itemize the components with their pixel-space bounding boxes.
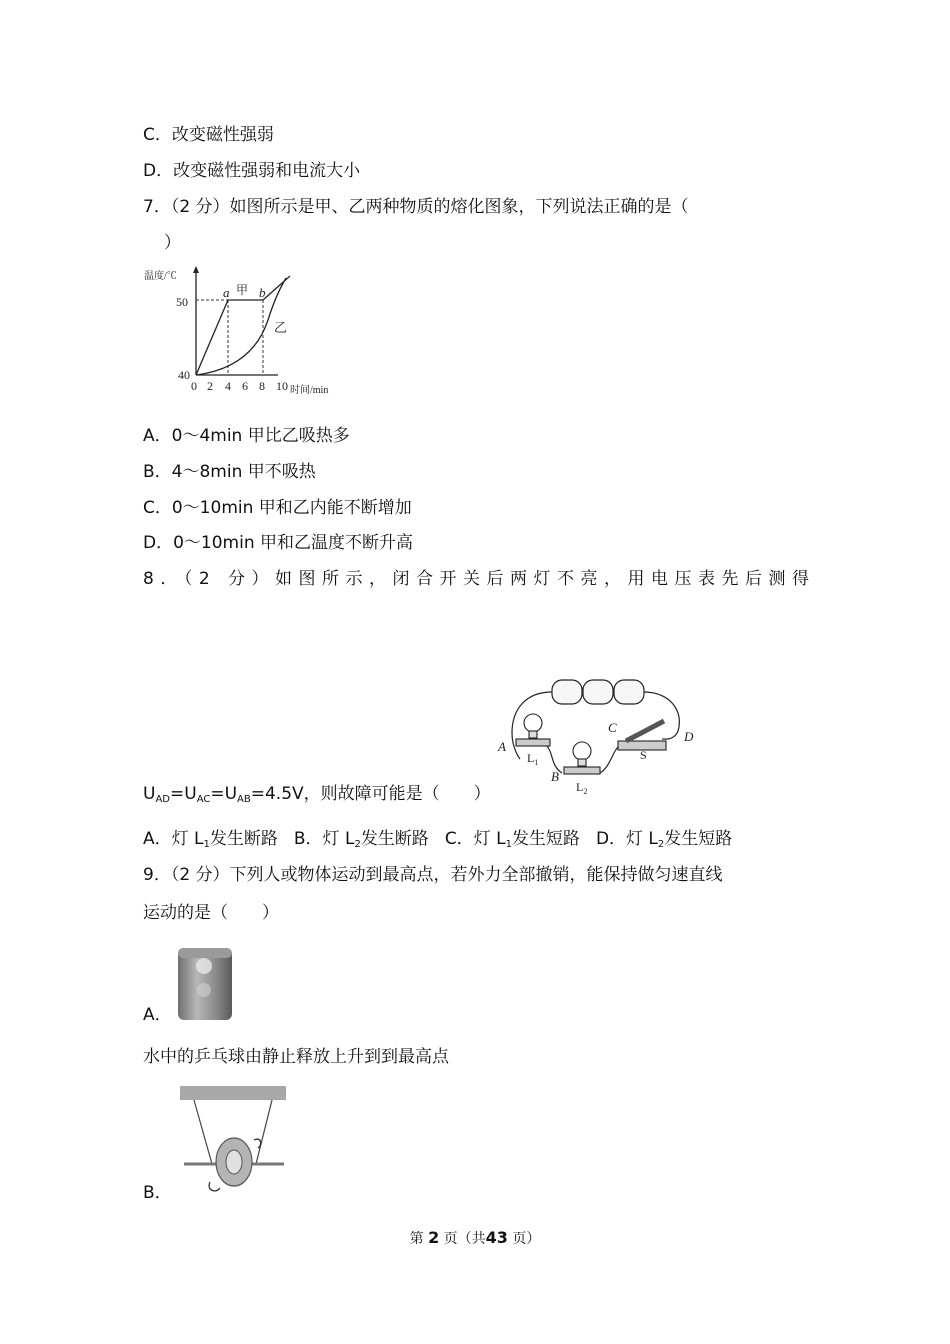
lamp-l2 xyxy=(564,742,600,774)
q9-option-b-label: B． xyxy=(143,1183,172,1203)
q8-option-c: C．灯 $L_1$发生短路 xyxy=(444,829,580,850)
label-a: a xyxy=(223,285,230,300)
lamp-l1 xyxy=(516,714,550,746)
q7-stem-close: ） xyxy=(164,233,181,253)
y-tick-50: 50 xyxy=(176,295,188,309)
q8-eq-sub-ab: AB xyxy=(237,794,251,805)
q8-option-b: B．灯 $L_2$发生断路 xyxy=(293,829,429,850)
q7-option-c: C．0～10min 甲和乙内能不断增加 xyxy=(143,498,412,518)
q8-eq-tail: =4.5V，则故障可能是（ ） xyxy=(250,784,491,804)
label-A: A xyxy=(498,739,506,754)
q8-stem: 8．（2 分）如图所示，闭合开关后两灯不亮，用电压表先后测得 xyxy=(143,569,816,589)
q7-stem: 7．（2 分）如图所示是甲、乙两种物质的熔化图象，下列说法正确的是（ xyxy=(143,197,689,217)
x-axis-label: 时间/min xyxy=(290,385,329,396)
q7-option-a: A．0～4min 甲比乙吸热多 xyxy=(143,426,350,446)
label-B: B xyxy=(551,769,559,784)
x-tick-6: 6 xyxy=(242,379,248,393)
footer-total-pages: 43 xyxy=(485,1228,508,1247)
q9-stem-line1: 9．（2 分）下列人或物体运动到最高点，若外力全部撤销，能保持做匀速直线 xyxy=(143,865,723,885)
x-tick-4: 4 xyxy=(225,379,231,393)
y-axis-label: 温度/℃ xyxy=(144,271,177,282)
footer-page-number: 2 xyxy=(428,1228,440,1247)
battery xyxy=(552,680,644,704)
q7-option-d: D．0～10min 甲和乙温度不断升高 xyxy=(143,533,413,553)
q8-option-a: A．灯 $L_1$发生断路 xyxy=(143,829,278,850)
label-yi: 乙 xyxy=(274,320,288,335)
q8-option-d: D．灯 $L_2$发生短路 xyxy=(595,829,733,850)
footer-pre: 第 xyxy=(409,1231,424,1247)
label-L1: $L_1$ xyxy=(527,751,539,767)
y-tick-40: 40 xyxy=(178,368,190,382)
maxwell-wheel-image xyxy=(176,1082,290,1196)
wire-l2-switch xyxy=(600,747,618,773)
melting-graph xyxy=(140,262,355,402)
q7-option-b: B．4～8min 甲不吸热 xyxy=(143,462,316,482)
q8-equation-line xyxy=(143,782,491,806)
page-footer xyxy=(0,1228,950,1248)
switch-s xyxy=(618,721,666,750)
q6-option-d: D．改变磁性强弱和电流大小 xyxy=(143,161,361,181)
label-b: b xyxy=(259,285,266,300)
label-S: S xyxy=(640,748,647,762)
label-C: C xyxy=(608,720,617,735)
y-axis-arrow xyxy=(193,266,199,273)
circuit-diagram xyxy=(494,673,709,801)
x-tick-2: 2 xyxy=(207,379,213,393)
q9-option-a-label: A． xyxy=(143,1005,172,1025)
q9-stem-line2: 运动的是（ ） xyxy=(143,903,279,923)
q8-eq-u3: =U xyxy=(210,784,238,804)
x-tick-0: 0 xyxy=(191,379,197,393)
q8-eq-sub-ad: AD xyxy=(155,794,170,805)
q8-options xyxy=(143,827,732,851)
q8-eq-u2: =U xyxy=(170,784,197,804)
q8-eq-sub-ac: AC xyxy=(196,794,211,805)
label-jia: 甲 xyxy=(236,283,249,297)
q6-option-c: C．改变磁性强弱 xyxy=(143,125,274,145)
x-tick-10: 10 xyxy=(276,379,288,393)
beaker-pingpong-image xyxy=(174,944,236,1024)
footer-post: 页） xyxy=(512,1231,541,1247)
x-tick-8: 8 xyxy=(259,379,265,393)
wire-right xyxy=(644,692,679,739)
footer-mid: 页（共 xyxy=(443,1231,486,1247)
q9-option-a-caption: 水中的乒乓球由静止释放上升到到最高点 xyxy=(143,1047,449,1067)
q8-eq-u1: U xyxy=(143,784,156,804)
label-L2: $L_2$ xyxy=(576,780,588,796)
label-D: D xyxy=(684,729,694,744)
